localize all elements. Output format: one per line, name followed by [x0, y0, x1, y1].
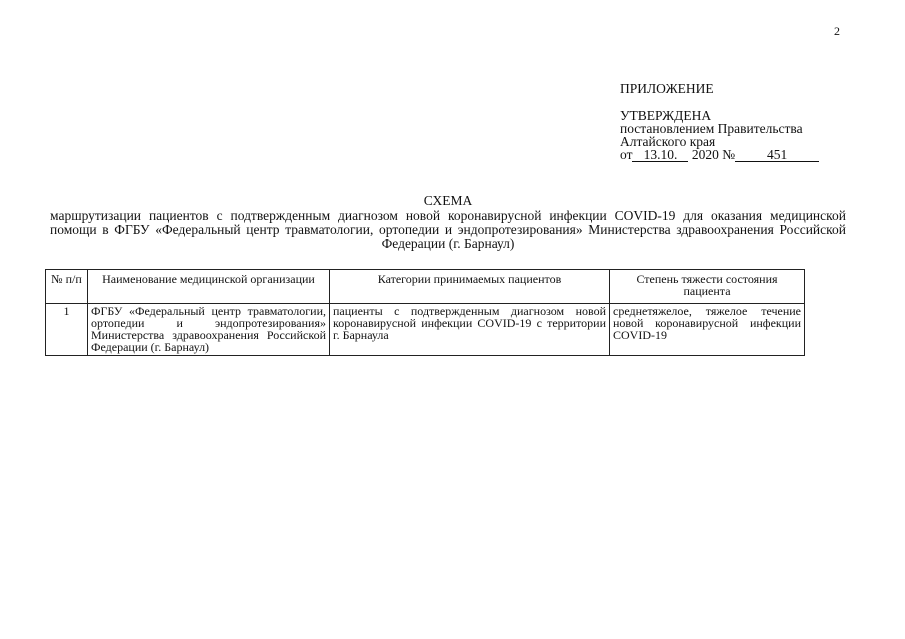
header-severity: Степень тяжести состояния пациента: [610, 270, 805, 304]
approved-label: УТВЕРЖДЕНА: [620, 108, 712, 123]
appendix-label: ПРИЛОЖЕНИЕ: [620, 81, 714, 96]
decree-line-2: Алтайского края: [620, 134, 716, 149]
date-prefix: от: [620, 147, 633, 162]
routing-table: [45, 269, 805, 356]
decree-line-1: постановлением Правительства: [620, 121, 803, 136]
page-number: 2: [834, 24, 840, 38]
approval-stamp: [620, 109, 819, 162]
decree-number: 451: [735, 149, 819, 162]
number-sign: №: [722, 147, 736, 162]
decree-date: 13.10.: [632, 149, 688, 162]
decree-date-line: [620, 148, 819, 162]
header-patient-categories: Категории принимаемых пациентов: [330, 270, 610, 304]
decree-year: 2020: [691, 147, 719, 162]
title-block: [50, 194, 846, 251]
document-title: СХЕМА: [423, 193, 473, 208]
row-severity: среднетяжелое, тяжелое течение новой коронавирусной инфекции COVID-19: [610, 304, 805, 356]
table-header-row: [46, 270, 805, 304]
header-number: № п/п: [46, 270, 88, 304]
document-subtitle: маршрутизации пациентов с подтвержденным диагнозом новой коронавирусной инфекции COVID-19 для оказания медицинской помощи в ФГБУ «Федеральный центр травматологии, ортопедии и эндопротезирования» Министерства здравоохранения Российской Федерации (г. Барнаул): [50, 208, 846, 251]
row-organization: ФГБУ «Федеральный центр травматологии, ортопедии и эндопротезирования» Министерства здравоохранения Российской Федерации (г. Барнаул): [88, 304, 330, 356]
table-row: [46, 304, 805, 356]
header-organization: Наименование медицинской организации: [88, 270, 330, 304]
row-patient-categories: пациенты с подтвержденным диагнозом новой коронавирусной инфекции COVID-19 с территории г. Барнаула: [330, 304, 610, 356]
row-number: 1: [46, 304, 88, 356]
